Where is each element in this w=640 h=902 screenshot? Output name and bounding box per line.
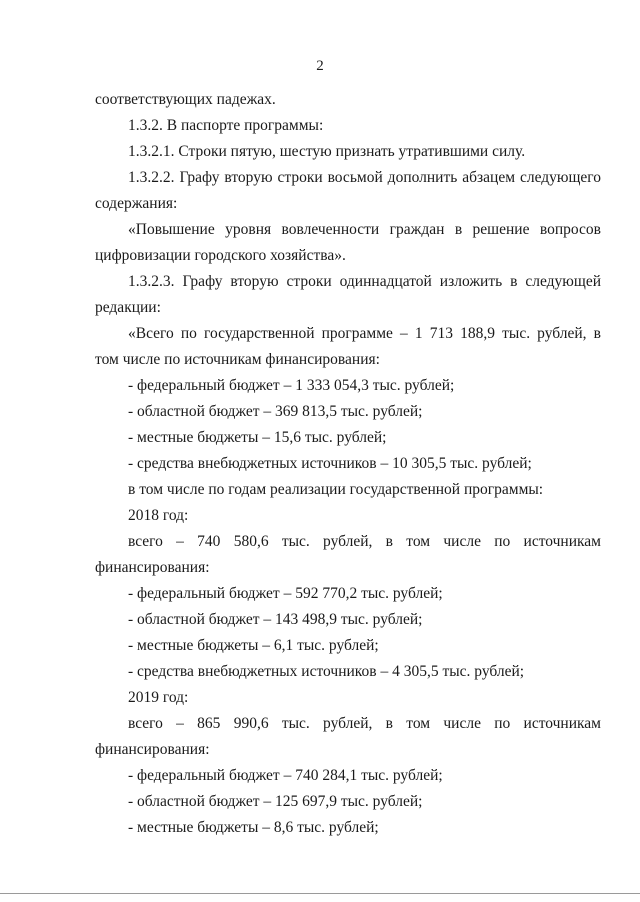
text-line: - федеральный бюджет – 1 333 054,3 тыс. рублей;: [128, 377, 455, 394]
text-line: 1.3.2.2. Графу вторую строки восьмой дополнить абзацем следующего: [128, 169, 601, 186]
text-line: 1.3.2. В паспорте программы:: [128, 117, 324, 134]
text-line: том числе по источникам финансирования:: [95, 351, 380, 368]
text-line: в том числе по годам реализации государственной программы:: [128, 481, 544, 498]
text-line: 2019 год:: [128, 689, 189, 706]
text-line: - местные бюджеты – 15,6 тыс. рублей;: [128, 429, 387, 446]
text-line: «Повышение уровня вовлеченности граждан в решение вопросов: [128, 221, 601, 238]
text-line: 1.3.2.3. Графу вторую строки одиннадцатой изложить в следующей: [128, 273, 601, 290]
text-line: - местные бюджеты – 8,6 тыс. рублей;: [128, 819, 379, 836]
text-line: - областной бюджет – 125 697,9 тыс. рублей;: [128, 793, 423, 810]
text-line: - местные бюджеты – 6,1 тыс. рублей;: [128, 637, 379, 654]
text-line: «Всего по государственной программе – 1 713 188,9 тыс. рублей, в: [128, 325, 601, 342]
text-line: - федеральный бюджет – 740 284,1 тыс. рублей;: [128, 767, 443, 784]
text-line: - областной бюджет – 369 813,5 тыс. рублей;: [128, 403, 423, 420]
text-line: финансирования:: [95, 741, 210, 758]
text-line: всего – 740 580,6 тыс. рублей, в том числе по источникам: [128, 533, 601, 550]
text-line: соответствующих падежах.: [95, 91, 276, 108]
footer-divider: [0, 893, 640, 894]
page-number: 2: [316, 58, 324, 74]
text-line: всего – 865 990,6 тыс. рублей, в том числе по источникам: [128, 715, 601, 732]
text-line: 2018 год:: [128, 507, 189, 524]
text-line: - средства внебюджетных источников – 10 305,5 тыс. рублей;: [128, 455, 532, 472]
text-line: содержания:: [95, 195, 178, 212]
text-line: финансирования:: [95, 559, 210, 576]
text-line: - федеральный бюджет – 592 770,2 тыс. рублей;: [128, 585, 443, 602]
text-line: цифровизации городского хозяйства».: [95, 247, 346, 264]
text-line: - средства внебюджетных источников – 4 305,5 тыс. рублей;: [128, 663, 525, 680]
document-body: [95, 87, 601, 841]
text-line: - областной бюджет – 143 498,9 тыс. рублей;: [128, 611, 423, 628]
text-line: редакции:: [95, 299, 161, 316]
text-line: 1.3.2.1. Строки пятую, шестую признать утратившими силу.: [128, 143, 526, 160]
